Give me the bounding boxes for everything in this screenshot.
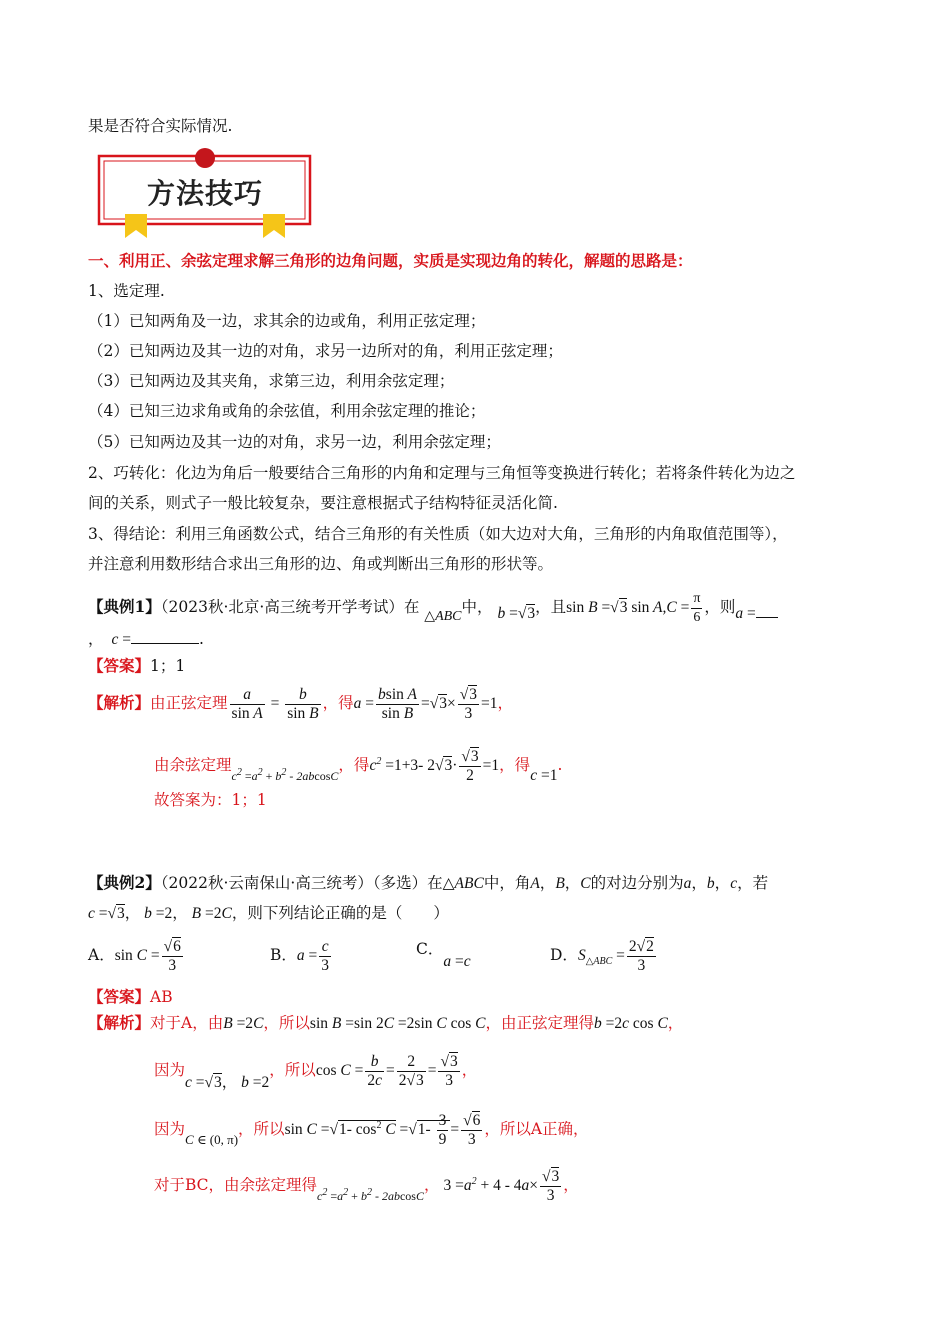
example1-text: 中， bbox=[461, 598, 493, 617]
example2-solution-line2: 因为c =√3， b =2，所以cos C = $\frac{b}{2c}$ = $\frac{2}{2√3}$ = $\frac{√3}{3}$ ， bbox=[154, 1053, 478, 1092]
example1-question-cont bbox=[88, 628, 204, 651]
method-tips-badge bbox=[97, 148, 313, 240]
example2-answer-label: 【答案】 bbox=[88, 987, 151, 1006]
example2-options bbox=[88, 938, 654, 975]
example1-text: ，得 bbox=[499, 756, 531, 775]
example1-answer bbox=[88, 655, 185, 677]
example2-solution-line4: 对于BC，由余弦定理得$_{c^2 =a^2 + b^2 - 2abcosC}$， $3 =a^2 + 4 - 4a\times$ $\frac{√3}{3}$ ， bbox=[154, 1168, 579, 1204]
example1-formula: $\frac{a}{\text{sin A}}$ = $\frac{b}{\text{sin B}}$ bbox=[231, 686, 319, 722]
method-s3-line: 3、得结论：利用三角函数公式，结合三角形的有关性质（如大边对大角，三角形的内角取值范围等）， bbox=[88, 525, 788, 543]
option-b-label: B． bbox=[270, 946, 297, 965]
example1-triangle: △ABC bbox=[424, 609, 462, 625]
example2-formula: C ∈ (0, π) bbox=[185, 1132, 239, 1148]
example1-conclusion: 故答案为：1；1 bbox=[154, 791, 267, 809]
badge-title: 方法技巧 bbox=[146, 177, 263, 210]
option-b[interactable]: B．a = $\frac{c}{3}$ bbox=[270, 938, 330, 974]
example2-text: 中，角 bbox=[483, 874, 531, 892]
option-a-label: A． bbox=[88, 946, 115, 965]
example1-solution-line1: 【解析】由正弦定理 $\frac{a}{\text{sin A}}$ = $\frac{b}{\text{sin B}}$ ，得a = $\frac{\text{bsin A}}{\text{sin B}}$ =√3× $\frac{√3}{3}$ =1， bbox=[88, 686, 513, 722]
option-d[interactable]: D．$S_{\triangle ABC}$ = $\frac{2√2}{3}$ bbox=[550, 938, 654, 974]
example2-label: 【典例2】 bbox=[88, 873, 161, 892]
example2-source: （2022秋·云南保山·高三统考）（多选）在 bbox=[160, 874, 443, 892]
example2-formula: c2 =a2 + b2 - 2abcosC bbox=[317, 1187, 424, 1204]
method-heading: 一、利用正、余弦定理求解三角形的边角问题，实质是实现边角的转化，解题的思路是： bbox=[88, 251, 693, 270]
example1-solution-label: 【解析】 bbox=[88, 693, 151, 713]
example2-formula: $3 =a^2 + 4 - 4a\times$ $\frac{√3}{3}$ bbox=[443, 1168, 560, 1204]
example2-formula: c =√3， b =2 bbox=[185, 1074, 270, 1092]
example2-text: ，所以 bbox=[238, 1120, 285, 1139]
method-s3-line: 并注意利用数形结合求出三角形的边、角或判断出三角形的形状等。 bbox=[88, 555, 554, 573]
method-s1-item: （2）已知两边及其一边的对角，求另一边所对的角，利用正弦定理； bbox=[88, 342, 563, 360]
method-s1-item: （4）已知三边求角或角的余弦值，利用余弦定理的推论； bbox=[88, 402, 486, 420]
option-c-label: C． bbox=[416, 940, 444, 958]
example2-text: ，则下列结论正确的是（ ） bbox=[231, 904, 449, 922]
example1-text: 由正弦定理 bbox=[150, 694, 228, 713]
example1-a-blank: a = bbox=[735, 605, 777, 622]
example1-formula: c =1 bbox=[530, 767, 558, 785]
example2-formula: sin C =√1- $\cos^2 C =√1-$ $\frac{3}{9}$ = $\frac{√6}{3}$ bbox=[284, 1112, 481, 1148]
example2-solution-line3 bbox=[154, 1112, 589, 1149]
example2-question bbox=[88, 872, 768, 895]
example2-text: 对于BC，由余弦定理得 bbox=[154, 1176, 318, 1195]
example2-text: 对于A，由 bbox=[150, 1014, 224, 1032]
example1-b-value: b =√3 bbox=[497, 605, 536, 623]
example2-text: 因为 bbox=[154, 1120, 186, 1139]
example2-text: 因为 bbox=[154, 1061, 186, 1080]
example1-text: ，得 bbox=[322, 694, 354, 713]
example1-answer-value: 1；1 bbox=[150, 657, 186, 675]
option-d-label: D． bbox=[550, 946, 578, 965]
example1-text: 由余弦定理 bbox=[154, 756, 232, 775]
example2-formula: cos C = $\frac{b}{2c}$ = $\frac{2}{2√3}$ = $\frac{√3}{3}$ bbox=[315, 1053, 458, 1089]
method-s1-title: 1、选定理. bbox=[88, 282, 165, 300]
example2-text: ，由正弦定理得 bbox=[485, 1014, 595, 1032]
example1-label: 【典例1】 bbox=[88, 597, 161, 617]
example1-text: ，且 bbox=[535, 598, 567, 617]
example1-condition: sin B =√3 sin A,C = $\frac{\pi}{6}$ bbox=[566, 591, 701, 625]
method-s2-line: 2、巧转化：化边为角后一般要结合三角形的内角和定理与三角恒等变换进行转化；若将条件转化为边之 bbox=[88, 464, 796, 482]
example2-text: ，所以 bbox=[269, 1061, 316, 1080]
method-s2-line: 间的关系，则式子一般比较复杂，要注意根据式子结构特征灵活化简. bbox=[88, 494, 558, 512]
method-s1-item: （3）已知两边及其夹角，求第三边，利用余弦定理； bbox=[88, 372, 455, 390]
example1-text: . bbox=[199, 630, 204, 648]
example1-text: ， bbox=[88, 630, 104, 648]
method-s1-item: （5）已知两边及其一边的对角，求另一边，利用余弦定理； bbox=[88, 433, 501, 451]
example1-formula: a = $\frac{\text{bsin A}}{\text{sin B}}$ =√3× $\frac{√3}{3}$ =1 bbox=[353, 686, 498, 722]
example2-formula: b =2c cos C bbox=[594, 1015, 668, 1032]
example2-text: 的对边分别为 bbox=[590, 874, 684, 892]
example2-text: ，所以 bbox=[263, 1014, 310, 1032]
example2-angles: A，B，C bbox=[530, 875, 591, 892]
example2-answer-value: AB bbox=[150, 988, 173, 1006]
example1-text: ，则 bbox=[704, 598, 736, 617]
example2-text: ，所以A正确， bbox=[484, 1120, 589, 1139]
example1-solution-line2: 由余弦定理$_{c^2 =a^2 + b^2 - 2abcosC}$，得$c^2 =1+3-$ 2√3· $\frac{√3}{2}$ =1，得c =1. bbox=[154, 748, 563, 785]
option-a[interactable]: A．sin C = $\frac{√6}{3}$ bbox=[88, 938, 181, 974]
example2-triangle: △ABC bbox=[442, 875, 484, 892]
example1-question bbox=[88, 590, 778, 627]
option-c[interactable]: C．a =c bbox=[416, 940, 471, 970]
example1-formula: $c^2 =1+3-$ 2√3· $\frac{√3}{2}$ =1 bbox=[369, 748, 500, 784]
example1-source: （2023秋·北京·高三统考开学考试）在 bbox=[160, 598, 420, 617]
example2-text: ，若 bbox=[737, 874, 769, 892]
example1-text: ，得 bbox=[338, 756, 370, 775]
example2-question-cont bbox=[88, 902, 449, 925]
method-s1-item: （1）已知两角及一边，求其余的边或角，利用正弦定理； bbox=[88, 312, 486, 330]
example2-answer bbox=[88, 986, 173, 1008]
example1-answer-label: 【答案】 bbox=[88, 656, 151, 675]
example2-formula: sin B =sin 2C =2sin C cos C bbox=[309, 1015, 486, 1032]
example2-solution-line1: 【解析】对于A，由B =2C，所以sin B =sin 2C =2sin C cos C，由正弦定理得b =2c cos C， bbox=[88, 1013, 684, 1032]
example2-formula: B =2C bbox=[223, 1015, 264, 1032]
example1-c-blank: c = bbox=[112, 631, 200, 648]
example2-solution-label: 【解析】 bbox=[88, 1013, 151, 1032]
intro-tail: 果是否符合实际情况. bbox=[88, 117, 233, 135]
example2-conditions: c =√3， b =2， B =2C bbox=[88, 905, 232, 922]
example1-formula: c2 =a2 + b2 - 2abcosC bbox=[231, 767, 339, 784]
example2-sides: a，b，c bbox=[683, 875, 738, 892]
